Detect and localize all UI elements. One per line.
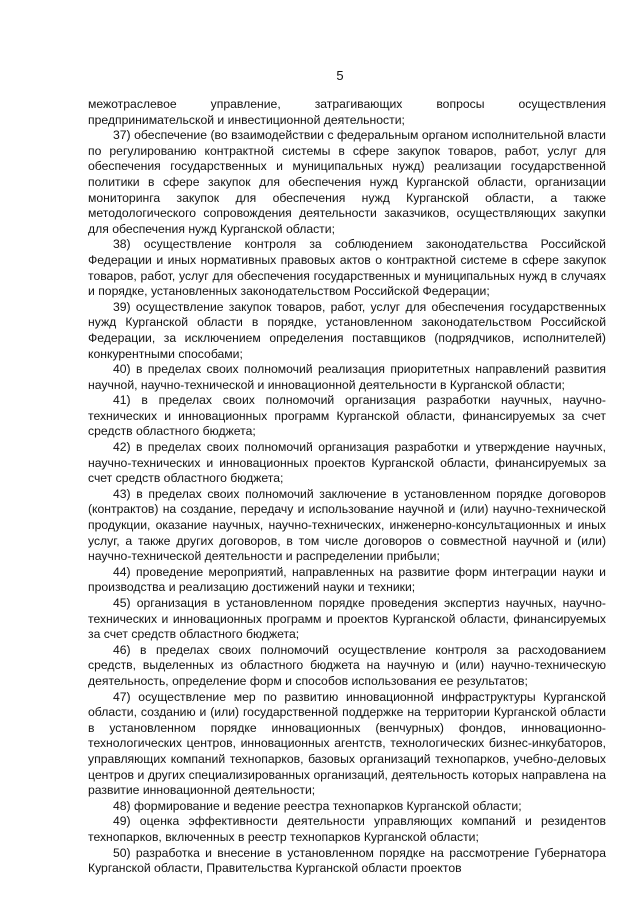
page-number: 5: [336, 68, 344, 83]
paragraph: 40) в пределах своих полномочий реализация приоритетных направлений развития научной, научно-технической и инновационной деятельности в Курганской области;: [88, 362, 606, 392]
paragraph: 47) осуществление мер по развитию инновационной инфраструктуры Курганской области, созданию и (или) государственной поддержке на территории Курганской области в установленном порядке инновационных (венчурных) фондов, инновационно-технологических центров, инновационных агентств, технологических бизнес-инкубаторов, управляющих компаний технопарков, базовых организаций технопарков, учебно-деловых центров и других специализированных организаций, деятельность которых направлена на развитие инновационной деятельности;: [88, 689, 606, 798]
paragraph: 44) проведение мероприятий, направленных на развитие форм интеграции науки и производства и реализацию достижений науки и техники;: [88, 564, 606, 595]
paragraph: 48) формирование и ведение реестра технопарков Курганской области;: [113, 798, 522, 813]
paragraph: 39) осуществление закупок товаров, работ, услуг для обеспечения государственных нужд Курганской области в порядке, установленном законодательством Российской Федерации, за исключением определения поставщиков (подрядчиков, исполнителей) конкурентными способами;: [88, 299, 606, 361]
paragraph: 37) обеспечение (во взаимодействии с федеральным органом исполнительной власти по регулированию контрактной системы в сфере закупок товаров, работ, услуг для обеспечения государственных и муниципальных нужд) реализации государственной политики в сфере закупок для обеспечения нужд Курганской области, организации мониторинга закупок для обеспечения нужд Курганской области, а также методологического сопровождения деятельности заказчиков, осуществляющих закупки для обеспечения нужд Курганской области;: [88, 128, 606, 236]
paragraph: 49) оценка эффективности деятельности управляющих компаний и резидентов технопарков, включенных в реестр технопарков Курганской области;: [88, 814, 606, 844]
paragraph: 42) в пределах своих полномочий организация разработки и утверждение научных, научно-технических и инновационных проектов Курганской области, финансируемых за счет средств областного бюджета;: [88, 440, 606, 486]
paragraph: 38) осуществление контроля за соблюдением законодательства Российской Федерации и иных нормативных правовых актов о контрактной системе в сфере закупок товаров, работ, услуг для обеспечения государственных и муниципальных нужд в случаях и порядке, установленных законодательством Российской Федерации;: [88, 237, 606, 299]
paragraph: межотраслевое управление, затрагивающих вопросы осуществления предпринимательской и инвестиционной деятельности;: [88, 97, 606, 127]
paragraph: 43) в пределах своих полномочий заключение в установленном порядке договоров (контрактов) на создание, передачу и использование научной и (или) научно-технической продукции, оказание научных, научно-технических, инженерно-консультационных и иных услуг, а также других договоров, в том числе договоров о совместной научной и (или) научно-технической деятельности и распределении прибыли;: [88, 486, 606, 564]
document-body: [88, 97, 606, 877]
paragraph: 41) в пределах своих полномочий организация разработки научных, научно-технических и инновационных программ Курганской области, финансируемых за счет средств областного бюджета;: [88, 393, 606, 439]
paragraph: 50) разработка и внесение в установленном порядке на рассмотрение Губернатора Курганской области, Правительства Курганской области проектов: [88, 845, 606, 876]
paragraph: 45) организация в установленном порядке проведения экспертиз научных, научно-технических и инновационных программ и проектов Курганской области, финансируемых за счет средств областного бюджета;: [88, 596, 606, 642]
paragraph: 46) в пределах своих полномочий осуществление контроля за расходованием средств, выделенных из областного бюджета на научную и (или) научно-техническую деятельность, определение форм и способов использования ее результатов;: [88, 642, 606, 688]
